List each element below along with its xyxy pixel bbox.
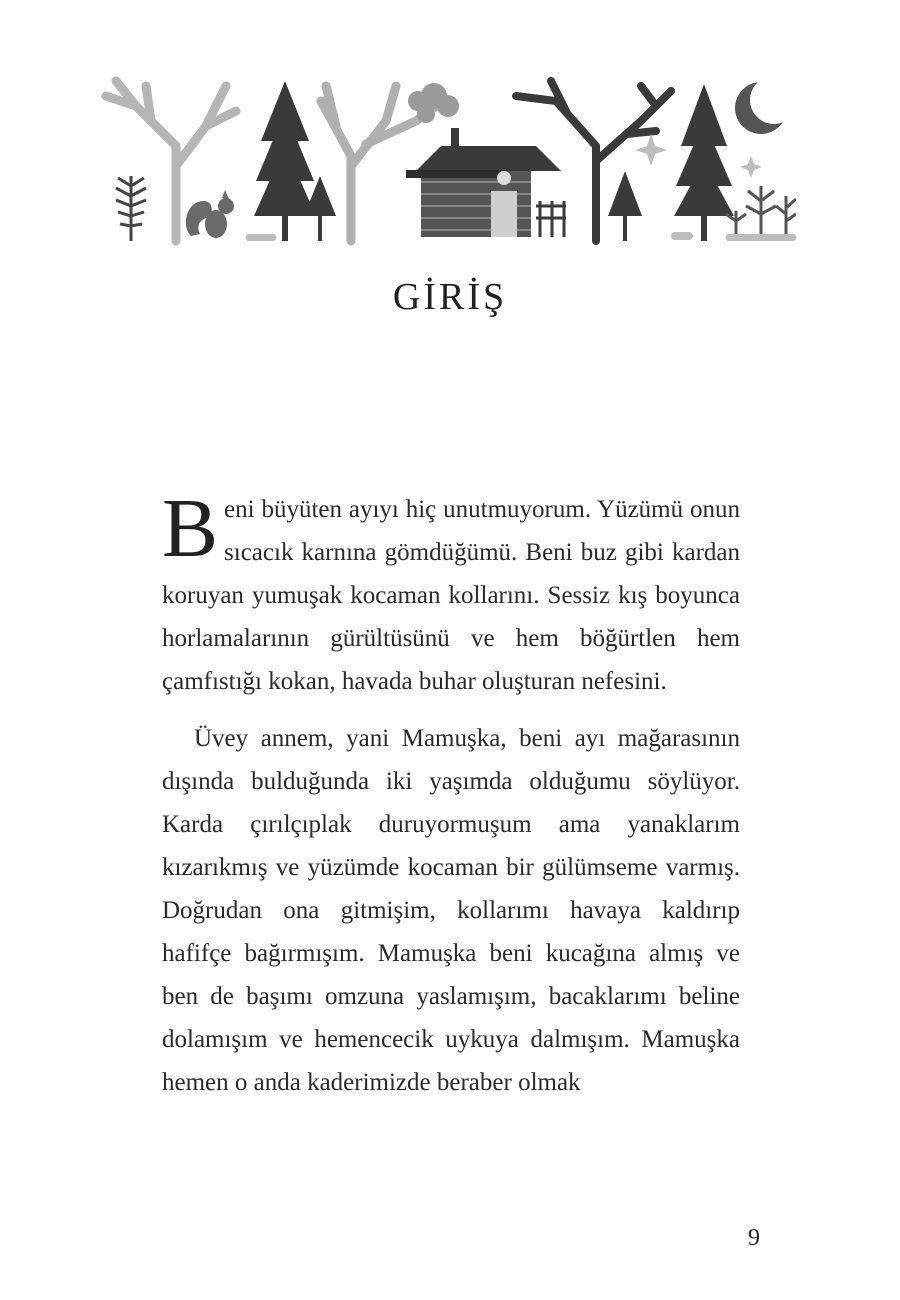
chapter-body bbox=[162, 482, 740, 1104]
shrub-icon bbox=[726, 186, 796, 241]
squirrel-icon bbox=[186, 190, 234, 238]
paragraph: Üvey annem, yani Mamuşka, beni ayı mağarasının dışında bulduğunda iki yaşımda olduğumu söylüyor. Karda çırılçıplak duruyormuşum ama yanaklarım kızarıkmış ve yüzümde kocaman bir gülümseme varmış. Doğrudan ona gitmişim, kollarımı havaya kaldırıp hafifçe bağırmışım. Mamuşka beni kucağına almış ve ben de başımı omzuna yaslamışım, bacaklarımı beline dolamışım ve hemencecik uykuya dalmışım. Mamuşka hemen o anda kaderimizde beraber olmak bbox=[162, 725, 740, 1096]
paragraph-text: eni büyüten ayıyı hiç unutmuyorum. Yüzümü onun sıcacık karnına gömdüğümü. Beni buz gibi kardan koruyan yumuşak kocaman kollarını. Sessiz kış boyunca horlamalarının gürültüsünü ve hem böğürtlen hem çamfıstığı kokan, havada buhar oluşturan nefesini. bbox=[162, 496, 740, 695]
pine-tree-icon bbox=[254, 81, 316, 241]
pine-tree-icon bbox=[304, 176, 336, 241]
pine-tree-icon bbox=[674, 84, 734, 241]
cabin-icon bbox=[406, 128, 566, 237]
star-icon bbox=[635, 134, 667, 166]
shrub-icon bbox=[116, 176, 146, 241]
crescent-moon-icon bbox=[735, 76, 796, 134]
drop-cap: B bbox=[162, 482, 219, 575]
forest-cabin-illustration bbox=[96, 66, 796, 246]
page-number: 9 bbox=[748, 1225, 760, 1251]
chapter-title: GİRİŞ bbox=[392, 276, 508, 318]
pine-tree-icon bbox=[608, 171, 642, 241]
star-icon bbox=[740, 156, 762, 178]
paragraph bbox=[162, 482, 740, 703]
